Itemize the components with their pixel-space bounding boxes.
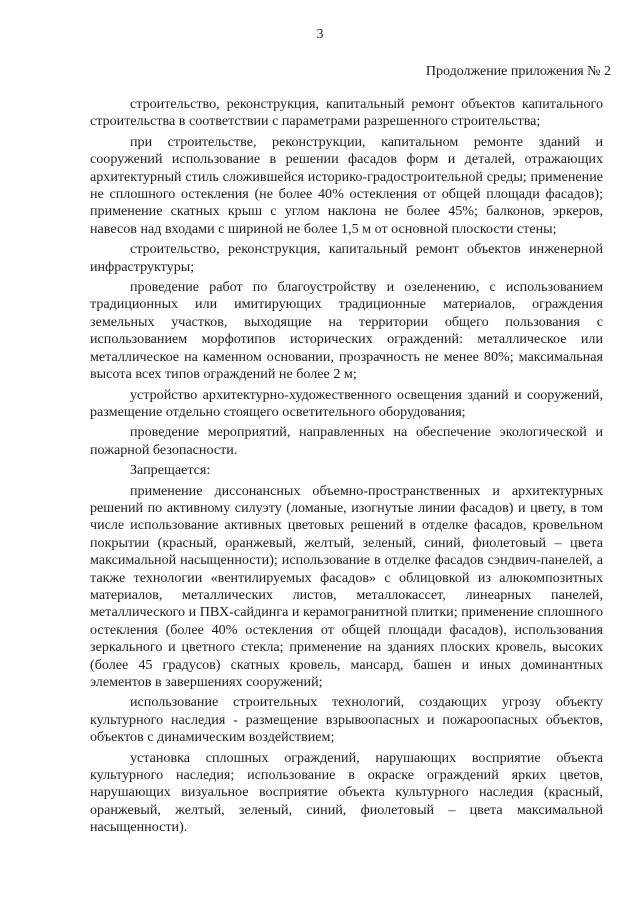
paragraph-prohibited-hazardous-technologies: использование строительных технологий, создающих угрозу объекту культурного наследия - размещение взрывоопасных и пожароопасных объектов, объектов с динамическим воздействием; xyxy=(90,694,603,746)
paragraph-landscaping-fences: проведение работ по благоустройству и озеленению, с использованием традиционных или имитирующих традиционные материалов, ограждения земельных участков, выходящие на территории общего пользования с использованием морфотипов исторических ограждений: металлическое или металлическое на каменном основании, прозрачность не менее 80%; максимальная высота всех типов ограждений не более 2 м; xyxy=(90,279,603,383)
paragraph-lighting: устройство архитектурно-художественного освещения зданий и сооружений, размещение отдельно стоящего осветительного оборудования; xyxy=(90,386,603,420)
paragraph-prohibited-dissonant-solutions: применение диссонансных объемно-пространственных и архитектурных решений по активному силуэту (ломаные, изогнутые линии фасадов) и цвету, в том числе использование активных цветовых решений в отделке фасадов, кровельном покрытии (красный, оранжевый, желтый, зеленый, синий, фиолетовый – цвета максимальной насыщенности); использование в отделке фасадов сэндвич-панелей, а также технологии «вентилируемых фасадов» с облицовкой из алюкомпозитных материалов, металлических листов, металлокассет, линеарных панелей, металлического и ПВХ-сайдинга и керамогранитной плитки; применение сплошного остекления (более 40% остекления от общей площади фасадов), использования зеркального и цветного стекла; применение на зданиях плоских кровель, высоких (более 45 градусов) скатных кровель, мансард, башен и иных доминантных элементов в завершениях сооружений; xyxy=(90,482,603,690)
prohibited-heading: Запрещается: xyxy=(130,462,211,479)
paragraph-engineering-infrastructure: строительство, реконструкция, капитальный ремонт объектов инженерной инфраструктуры; xyxy=(90,241,603,275)
paragraph-capital-construction: строительство, реконструкция, капитальный ремонт объектов капитального строительства в соответствии с параметрами разрешенного строительства; xyxy=(90,96,603,130)
appendix-continuation-note: Продолжение приложения № 2 xyxy=(425,64,611,79)
paragraph-safety-measures: проведение мероприятий, направленных на обеспечение экологической и пожарной безопасности. xyxy=(90,424,603,458)
paragraph-prohibited-solid-fences: установка сплошных ограждений, нарушающих восприятие объекта культурного наследия; использование в окраске ограждений ярких цветов, нарушающих визуальное восприятие объекта культурного наследия (красный, оранжевый, желтый, зеленый, синий, фиолетовый – цвета максимальной насыщенности). xyxy=(90,749,603,836)
document-body xyxy=(90,96,603,837)
paragraph-facade-requirements: при строительстве, реконструкции, капитальном ремонте зданий и сооружений использование в решении фасадов форм и деталей, отражающих архитектурный стиль сложившейся историко-градостроительной среды; применение не сплошного остекления (не более 40% остекления от общей площади фасадов); применение скатных крыш с углом наклона не более 45%; балконов, эркеров, навесов над входами с шириной не более 1,5 м от основной плоскости стены; xyxy=(90,133,603,237)
page-number: 3 xyxy=(316,27,324,42)
